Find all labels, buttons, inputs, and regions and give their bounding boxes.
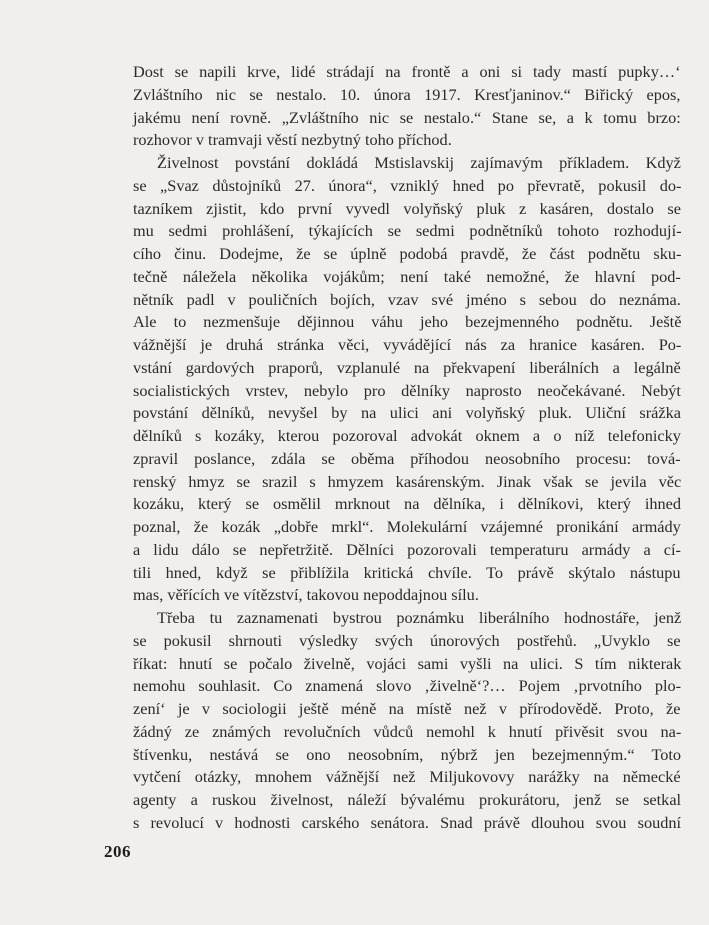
text-line: cího činu. Dodejme, že se úplně podobá pravdě, že část podnětu sku- [133,244,682,263]
text-line: kozáku, který se osmělil mrknout na dělníka, i dělníkovi, který ihned [133,494,681,514]
text-line: mas, věřících ve vítězství, takovou nepoddajnou sílu. [133,585,479,605]
text-line: tečně náležela několika vojákům; není také nemožné, že hlavní pod- [133,266,681,286]
text-line: zení‘ je v sociologii ještě méně na místě než v přírodovědě. Proto, že [133,699,681,718]
text-line: socialistických vrstev, nebylo pro dělníky naprosto neočekávané. Nebýt [133,380,681,400]
text-line: nětník padl v pouličních bojích, vzav své jméno s sebou do neznáma. [133,289,681,309]
text-line: Ale to nezmenšuje dějinnou váhu jeho bezejmenného podnětu. Ještě [133,312,682,332]
text-line: dělníků s kozáky, kterou pozoroval advokát oknem a o níž telefonicky [133,426,681,445]
text-line: agenty a ruskou živelnost, náleží bývalému prokurátoru, jenž se setkal [133,790,682,809]
text-line: povstání dělníků, nevyšel by na ulici ani volyňský pluk. Uliční srážka [133,403,681,423]
text-line: tili hned, když se přiblížila kritická chvíle. To právě skýtalo nástupu [133,562,681,582]
text-line: vstání gardových praporů, vzplanulé na překvapení liberálních a legálně [133,357,681,377]
text-line: mu sedmi prohlášení, týkajících se sedmi podnětníků tohoto rozhodují- [133,221,682,241]
text-line: Třeba tu zaznamenati bystrou poznámku liberálního hodnostáře, jenž [157,608,682,627]
text-line: nemohu souhlasit. Co znamená slovo ‚živelně‘?… Pojem ‚prvotního plo- [133,676,682,696]
text-line: se pokusil shrnouti výsledky svých únorových postřehů. „Uvyklo se [133,630,681,650]
text-line: poznal, že kozák „dobře mrkl“. Molekulární vzájemné pronikání armády [133,517,681,536]
text-line: renský hmyz se srazil s hmyzem kasárenským. Jinak však se jevila věc [133,471,682,491]
text-line: vážnější je druhá stránka věci, vyvádějící nás za hranice kasáren. Po- [133,335,682,354]
text-line: Zvláštního nic se nestalo. 10. února 1917. Kresťjaninov.“ Biřický epos, [133,84,681,104]
text-line: Živelnost povstání dokládá Mstislavskij zajímavým příkladem. Když [157,153,681,172]
text-line: žádný ze známých revolučních vůdců nemohl k hnutí přivěsit svou na- [133,721,682,741]
text-line: vytčení otázky, mnohem vážnější než Miljukovovy narážky na německé [133,767,681,787]
text-line: rozhovor v tramvaji věstí nezbytný toho příchod. [133,130,452,150]
text-line: a lidu dálo se nepřetržitě. Dělníci pozorovali temperaturu armády a cí- [133,539,681,559]
body-text [133,61,681,835]
text-line: Dost se napili krve, lidé strádají na frontě a oni si tady mastí pupky…‘ [133,62,681,81]
text-line: říkat: hnutí se počalo živelně, vojáci sami vyšli na ulici. S tím nikterak [133,653,682,673]
text-line: štívenku, nestává se ono neosobním, nýbrž jen bezejmenným.“ Toto [133,744,682,764]
text-line: zpravil poslance, zdála se oběma příhodou neosobního procesu: tová- [133,448,681,468]
page-number: 206 [104,842,131,861]
text-line: jakému není rovně. „Zvláštního nic se nestalo.“ Stane se, a k tomu brzo: [133,107,681,127]
text-line: se „Svaz důstojníků 27. února“, vzniklý hned po převratě, pokusil do- [133,175,682,195]
text-line: s revolucí v hodnosti carského senátora. Snad právě dlouhou svou soudní [133,812,682,832]
text-line: tazníkem zjistit, kdo první vyvedl volyňský pluk z kasáren, dostalo se [133,198,681,218]
